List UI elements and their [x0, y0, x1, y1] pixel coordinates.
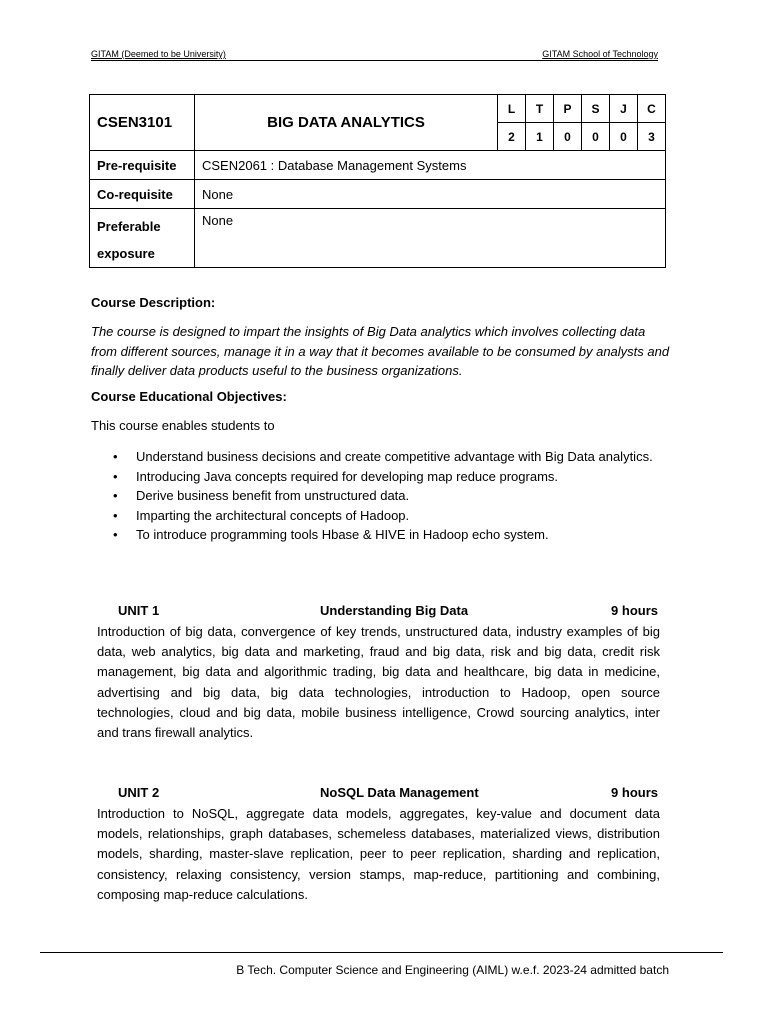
credit-value-s: 0	[582, 123, 610, 151]
list-item	[113, 506, 668, 526]
unit-2-header	[118, 785, 658, 803]
corequisite-label: Co-requisite	[90, 180, 195, 209]
credit-value-l: 2	[498, 123, 526, 151]
bullet-icon: •	[113, 488, 118, 503]
unit-2-name: UNIT 2	[118, 785, 160, 800]
list-item	[113, 525, 668, 545]
credit-header-j: J	[610, 95, 638, 123]
unit-2-title: NoSQL Data Management	[320, 785, 479, 800]
university-name: GITAM (Deemed to be University)	[91, 49, 226, 59]
objective-text: Derive business benefit from unstructured data.	[136, 488, 410, 503]
exposure-value: None	[195, 209, 666, 268]
prerequisite-value: CSEN2061 : Database Management Systems	[195, 151, 666, 180]
course-info-table	[89, 94, 666, 268]
objective-text: To introduce programming tools Hbase & HIVE in Hadoop echo system.	[136, 527, 549, 542]
course-description-text: The course is designed to impart the insights of Big Data analytics which involves collecting data from different sources, manage it in a way that it becomes available to be consumed by analysts and finally deliver data products useful to the business organizations.	[91, 324, 670, 378]
list-item	[113, 467, 668, 487]
footer-divider	[40, 952, 723, 953]
objectives-list	[113, 447, 668, 545]
exposure-label	[90, 209, 195, 268]
bullet-icon: •	[113, 468, 118, 484]
unit-1-header	[118, 603, 658, 621]
unit-2-content: Introduction to NoSQL, aggregate data models, aggregates, key-value and document data models, relationships, graph databases, schemeless databases, materialized views, distribution models, sharding, master-slave replication, peer to peer replication, sharding and replication, consistency, relaxing consistency, version stamps, map-reduce, partitioning and combining, composing map-reduce calculations.	[97, 806, 660, 902]
school-name: GITAM School of Technology	[542, 49, 658, 59]
corequisite-value: None	[195, 180, 666, 209]
objective-text: Understand business decisions and create competitive advantage with Big Data analytics.	[136, 449, 653, 464]
header-divider	[91, 60, 658, 61]
bullet-icon: •	[113, 449, 118, 464]
credit-value-p: 0	[554, 123, 582, 151]
credit-header-s: S	[582, 95, 610, 123]
objectives-heading: Course Educational Objectives:	[91, 389, 287, 404]
credit-header-t: T	[526, 95, 554, 123]
course-title: BIG DATA ANALYTICS	[195, 95, 498, 151]
credit-value-c: 3	[638, 123, 666, 151]
unit-1-title: Understanding Big Data	[320, 603, 469, 618]
unit-2-hours: 9 hours	[611, 785, 658, 800]
unit-1-content: Introduction of big data, convergence of key trends, unstructured data, industry examples of big data, web analytics, big data and marketing, fraud and big data, risk and big data, credit risk management, big data and algorithmic trading, big data and healthcare, big data in medicine, advertising and big data, big data technologies, introduction to Hadoop, open source technologies, cloud and big data, mobile business intelligence, Crowd sourcing analytics, inter and trans firewall analytics.	[97, 624, 660, 741]
footer-text: B Tech. Computer Science and Engineering (AIML) w.e.f. 2023-24 admitted batch	[236, 963, 669, 977]
objectives-intro: This course enables students to	[91, 418, 275, 433]
prerequisite-label: Pre-requisite	[90, 151, 195, 180]
credit-value-t: 1	[526, 123, 554, 151]
bullet-icon: •	[113, 527, 118, 542]
objective-text: Introducing Java concepts required for developing map reduce programs.	[136, 468, 559, 484]
credit-header-p: P	[554, 95, 582, 123]
objective-text: Imparting the architectural concepts of Hadoop.	[136, 507, 410, 523]
course-code: CSEN3101	[90, 95, 195, 151]
exposure-label-line2: exposure	[97, 246, 155, 261]
credit-header-l: L	[498, 95, 526, 123]
list-item	[113, 486, 668, 506]
bullet-icon: •	[113, 507, 118, 523]
exposure-label-line1: Preferable	[97, 219, 161, 234]
list-item	[113, 447, 668, 467]
page-header	[91, 49, 658, 60]
credit-header-c: C	[638, 95, 666, 123]
unit-1-hours: 9 hours	[611, 603, 658, 618]
course-description-heading: Course Description:	[91, 295, 216, 310]
unit-1-name: UNIT 1	[118, 603, 160, 618]
credit-value-j: 0	[610, 123, 638, 151]
